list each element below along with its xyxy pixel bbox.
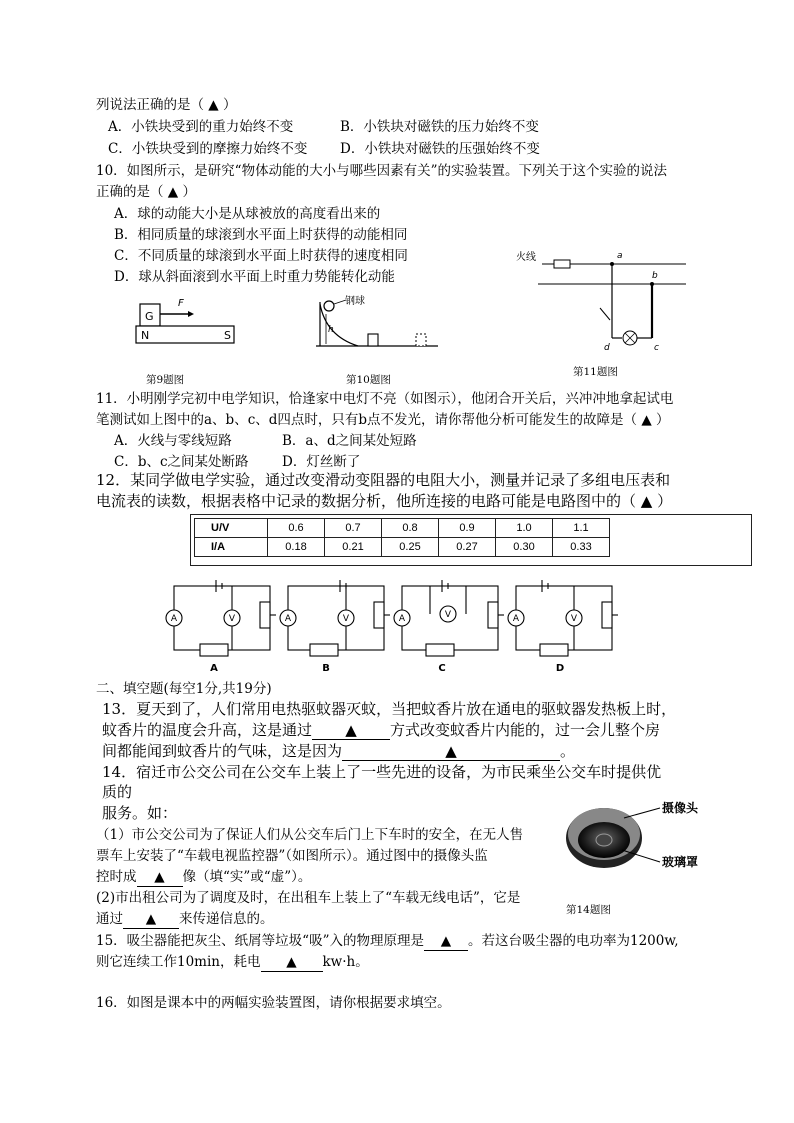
fuse (554, 260, 570, 268)
q14-part1-line2: 票车上安装了“车载电视监控器”（如图所示）。通过图中的摄像头监 (96, 848, 488, 864)
node-a (610, 262, 614, 266)
q14-line2: 质的 (102, 783, 133, 801)
q14-part1-line1: （1）市公交公司为了保证人们从公交车后门上下车时的安全，在无人售 (96, 827, 524, 843)
q14-blank-2[interactable]: ▲ (123, 910, 179, 929)
table-header-u: U/V (195, 519, 268, 538)
figure-11-caption: 第11题图 (573, 366, 618, 378)
meter-label: V (444, 610, 452, 620)
q15-line1-text-b: 。若这台吸尘器的电功率为1200w, (467, 933, 679, 949)
q10-stem-line2: 正确的是（ ▲ ） (96, 184, 196, 200)
q12-stem-line1: 12．某同学做电学实验，通过改变滑动变阻器的电阻大小，测量并记录了多组电压表和 (96, 471, 671, 489)
q14-part2-text-a: 通过 (96, 911, 123, 927)
q13-blank-2[interactable]: ▲ (342, 742, 560, 761)
q13-line1: 13．夏天到了，人们常用电热驱蚊器灭蚊，当把蚊香片放在通电的驱蚊器发热板上时， (102, 700, 677, 718)
q15-line2-text-a: 则它连续工作10min，耗电 (96, 954, 261, 970)
camera-pointer (624, 808, 660, 818)
q11-option-a: A．火线与零线短路 (114, 433, 232, 449)
q15-line2 (96, 953, 369, 972)
wood-block (368, 334, 378, 346)
q11-stem-line1: 11．小明刚学完初中电学知识，恰逢家中电灯不亮（如图示），他闭合开关后，兴冲冲地拿起试电 (96, 391, 674, 407)
table-cell: 0.33 (553, 538, 610, 557)
q11-option-c: C．b、c之间某处断路 (114, 454, 249, 470)
section-2-title: 二、填空题(每空1分,共19分) (96, 681, 272, 697)
table-cell: 0.25 (382, 538, 439, 557)
meter-label: A (284, 614, 292, 624)
q14-line1: 14．宿迁市公交公司在公交车上装上了一些先进的设备，为市民乘坐公交车时提供优 (102, 763, 662, 781)
label-f: F (178, 298, 184, 309)
table-cell: 0.30 (496, 538, 553, 557)
meter-label: V (228, 614, 236, 624)
q15-blank-1[interactable]: ▲ (424, 932, 468, 951)
label-camera: 摄像头 (662, 801, 699, 815)
q14-part2-text-b: 来传递信息的。 (179, 911, 274, 927)
q11-option-b: B．a、d之间某处短路 (282, 433, 417, 449)
figure-11 (516, 244, 696, 354)
q13-line3 (102, 742, 575, 761)
meter-label: V (570, 614, 578, 624)
label-d: d (604, 343, 610, 353)
q14-part2-line2 (96, 910, 274, 929)
q9-option-a: A．小铁块受到的重力始终不变 (108, 119, 294, 135)
q14-part1-line3 (96, 868, 311, 887)
label-c: c (654, 343, 659, 353)
magnet-bar (136, 326, 234, 343)
meter-label: A (512, 614, 520, 624)
label-h: h (328, 325, 334, 335)
label-live-wire: 火线 (516, 252, 536, 263)
figure-9-caption: 第9题图 (146, 374, 185, 386)
figure-14-caption: 第14题图 (566, 904, 611, 916)
q13-line2 (102, 721, 660, 740)
q9-stem: 列说法正确的是（ ▲ ） (96, 97, 237, 113)
q13-line3-text-b: 。 (560, 742, 576, 760)
force-arrowhead (188, 311, 194, 317)
meter-label: A (170, 614, 178, 624)
circuit-label-a: A (210, 663, 218, 674)
label-a: a (617, 251, 623, 261)
q12-stem-line2: 电流表的读数，根据表格中记录的数据分析，他所连接的电路可能是电路图中的（ ▲ ） (96, 492, 673, 510)
q14-part1-text-b: 像（填“实”或“虚”）。 (182, 869, 312, 885)
data-table (194, 518, 610, 557)
switch (600, 308, 610, 320)
q10-option-b: B．相同质量的球滚到水平面上时获得的动能相同 (114, 227, 408, 243)
table-cell: 0.7 (325, 519, 382, 538)
q13-line2-text-a: 蚊香片的温度会升高，这是通过 (102, 721, 313, 739)
table-cell: 0.27 (439, 538, 496, 557)
label-ball: 钢球 (345, 296, 365, 307)
figure-10-caption: 第10题图 (346, 374, 391, 386)
table-row-u (195, 519, 610, 538)
circuit-diagrams (160, 578, 630, 674)
table-cell: 0.21 (325, 538, 382, 557)
table-cell: 0.9 (439, 519, 496, 538)
label-n: N (141, 329, 150, 342)
q10-option-c: C．不同质量的球滚到水平面上时获得的速度相同 (114, 248, 408, 264)
q15-line1 (96, 932, 679, 951)
figure-14 (560, 800, 720, 880)
q11-option-d: D．灯丝断了 (282, 454, 361, 470)
label-s: S (224, 329, 231, 342)
q14-blank-1[interactable]: ▲ (137, 868, 183, 887)
label-b: b (652, 271, 658, 281)
circuit-label-b: B (322, 663, 330, 674)
table-cell: 0.6 (268, 519, 325, 538)
q10-stem-line1: 10．如图所示，是研究“物体动能的大小与哪些因素有关”的实验装置。下列关于这个实验的说法 (96, 163, 667, 179)
q13-line2-text-b: 方式改变蚊香片内能的，过一会儿整个房 (390, 721, 661, 739)
q16-line1: 16．如图是课本中的两幅实验装置图，请你根据要求填空。 (96, 995, 451, 1011)
meter-label: A (398, 614, 406, 624)
table-cell: 1.0 (496, 519, 553, 538)
figure-9 (132, 292, 242, 352)
circuit-label-c: C (438, 663, 446, 674)
table-cell: 0.8 (382, 519, 439, 538)
wood-block-moved (416, 334, 426, 346)
q13-line3-text-a: 间都能闻到蚊香片的气味，这是因为 (102, 742, 343, 760)
q10-option-d: D．球从斜面滚到水平面上时重力势能转化动能 (114, 269, 395, 285)
q9-option-c: C．小铁块受到的摩擦力始终不变 (108, 141, 308, 157)
q10-option-a: A．球的动能大小是从球被放的高度看出来的 (114, 206, 381, 222)
circuit-label-d: D (555, 663, 565, 674)
q11-stem-line2: 笔测试如上图中的a、b、c、d四点时，只有b点不发光，请你帮他分析可能发生的故障是（ ▲ ） (96, 412, 670, 428)
table-header-i: I/A (195, 538, 268, 557)
table-cell: 0.18 (268, 538, 325, 557)
q14-part1-text-a: 控时成 (96, 869, 137, 885)
label-cover: 玻璃罩 (662, 855, 699, 869)
q9-option-b: B．小铁块对磁铁的压力始终不变 (340, 119, 539, 135)
meter-label: V (342, 614, 350, 624)
q9-option-d: D．小铁块对磁铁的压强始终不变 (340, 141, 540, 157)
label-g: G (145, 310, 154, 323)
q15-line2-text-b: kw·h。 (322, 954, 369, 970)
node-b (650, 282, 654, 286)
q15-line1-text-a: 15．吸尘器能把灰尘、纸屑等垃圾“吸”入的物理原理是 (96, 933, 424, 949)
q15-blank-2[interactable]: ▲ (261, 953, 323, 972)
table-cell: 1.1 (553, 519, 610, 538)
q14-part2-line1: (2)市出租公司为了调度及时，在出租车上装上了“车载无线电话”，它是 (96, 890, 521, 906)
figure-10 (312, 292, 442, 352)
q13-blank-1[interactable]: ▲ (312, 721, 390, 740)
q14-line3: 服务。如： (102, 804, 178, 822)
steel-ball (324, 301, 334, 311)
table-row-i (195, 538, 610, 557)
camera-lens (596, 834, 612, 846)
